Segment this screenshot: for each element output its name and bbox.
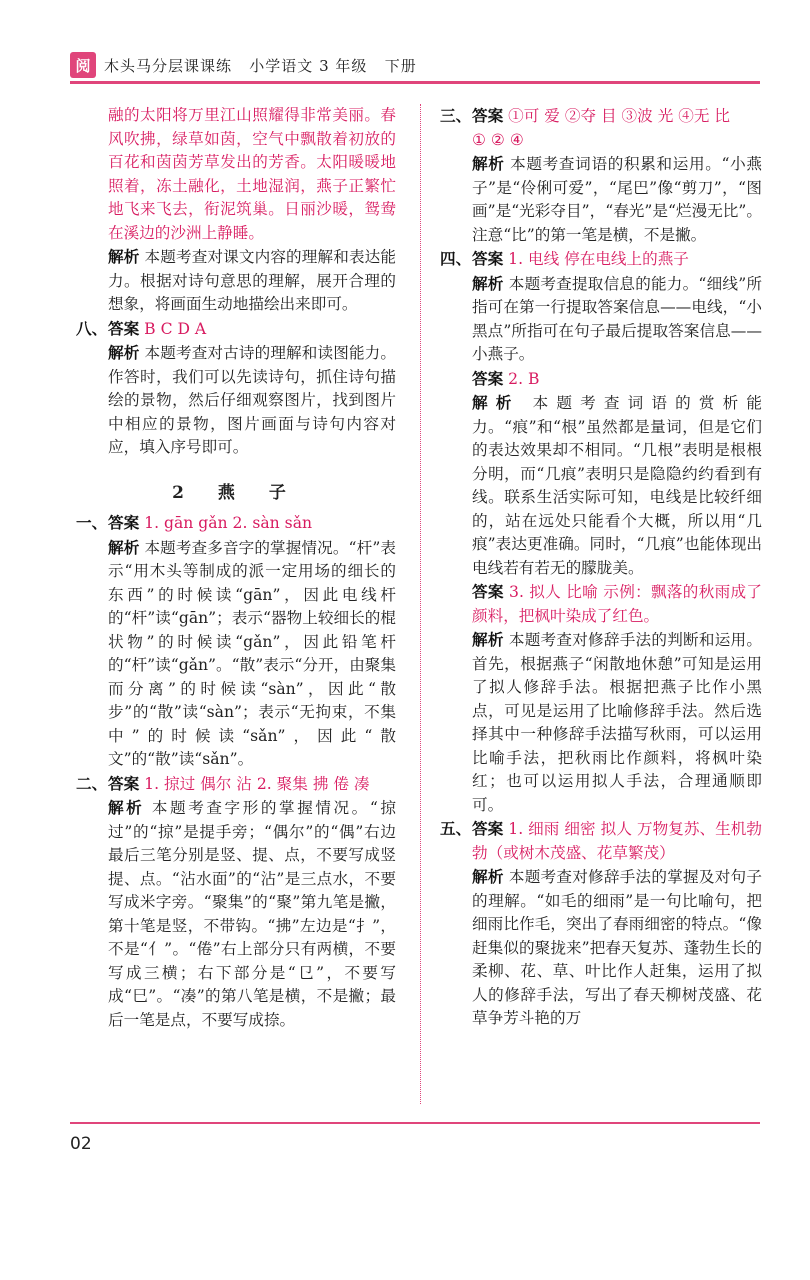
analysis-label: 解析 <box>108 537 140 557</box>
question-1 <box>76 511 396 772</box>
analysis-body: 本题考查多音字的掌握情况。“杆”表示“用木头等制成的派一定用场的细长的东西”的时候读“gān”，因此电线杆的“杆”读“gān”；表示“器物上较细长的棍状物”的时候读“gǎn”，因此铅笔杆的“杆”读“gǎn”。“散”表示“分开，由聚集而分离”的时候读“sàn”，因此“散步”的“散”读“sàn”；表示“无拘束，不集中”的时候读“sǎn”，因此“散文”的“散”读“sǎn”。 <box>108 538 396 768</box>
answer-text: B C D A <box>139 319 207 338</box>
answer-text: 1. 细雨 细密 拟人 万物复苏、生机勃勃（或树木茂盛、花草繁茂） <box>472 820 762 862</box>
analysis-text <box>76 245 396 317</box>
answer-label: 答案 <box>472 106 504 125</box>
analysis-body: 本题考查词语的积累和运用。“小燕子”是“伶俐可爱”，“尾巴”像“剪刀”，“图画”是“光彩夺目”，“春光”是“烂漫无比”。注意“比”的第一笔是横，不是撇。 <box>472 155 762 244</box>
question-2 <box>76 772 396 1033</box>
section-title: 2 燕 子 <box>172 482 300 503</box>
question-number: 三、 <box>440 106 472 125</box>
analysis-body: 本题考查提取信息的能力。“细线”所指可在第一行提取答案信息——电线，“小黑点”所指可在句子最后提取答案信息——小燕子。 <box>472 274 762 363</box>
answer-text: 2. B <box>503 369 540 388</box>
answer-text: 1. gān gǎn 2. sàn sǎn <box>139 514 313 532</box>
analysis-label: 解析 <box>472 273 504 293</box>
page-number: 02 <box>70 1134 92 1154</box>
analysis-body: 本题考查词语的赏析能力。“痕”和“根”虽然都是量词，但是它们的表达效果却不相同。“几根”表明是根根分明，而“几痕”表明只是隐隐约约看到有线。联系生活实际可知，电线是比较纤细的，站在远处只能看个大概，所以用“几痕”表达更准确。同时，“几痕”也能体现出电线若有若无的朦胧美。 <box>472 394 762 577</box>
answer-text: 3. 拟人 比喻 示例：飘落的秋雨成了颜料，把枫叶染成了红色。 <box>472 583 762 625</box>
footer-rule <box>70 1122 760 1124</box>
answer-label: 答案 <box>472 249 504 268</box>
answer-label: 答案 <box>472 819 504 838</box>
analysis-body: 本题考查对修辞手法的掌握及对句子的理解。“如毛的细雨”是一句比喻句，把细雨比作毛，突出了春雨细密的特点。“像赶集似的聚拢来”把春天复苏、蓬勃生长的柔柳、花、草、叶比作人赶集，运用了拟人的修辞手法，写出了春天柳树茂盛、花草争芳斗艳的万 <box>472 868 762 1027</box>
analysis-label: 解析 <box>472 867 504 886</box>
analysis-label: 解析 <box>472 393 520 412</box>
answer-label: 答案 <box>108 318 140 338</box>
right-column <box>440 104 762 1031</box>
question-number: 二、 <box>76 773 108 793</box>
answer-text: 融的太阳将万里江山照耀得非常美丽。春风吹拂，绿草如茵，空气中飘散着初放的百花和茵茵芳草发出的芳香。太阳暖暖地照着，冻土融化，土地湿润，燕子正繁忙地飞来飞去，衔泥筑巢。日丽沙暖，鸳鸯在溪边的沙洲上静睡。 <box>108 106 396 242</box>
column-divider <box>420 104 421 1104</box>
analysis-body: 本题考查对修辞手法的判断和运用。首先，根据燕子“闲散地休憩”可知是运用了拟人修辞手法。根据把燕子比作小黑点，可见是运用了比喻修辞手法。然后选择其中一种修辞手法描写秋雨，可以运用比喻手法，把秋雨比作颜料，将枫叶染红；也可以运用拟人手法，合理通顺即可。 <box>472 631 762 814</box>
question-number: 八、 <box>76 318 108 338</box>
analysis-label: 解析 <box>472 630 504 649</box>
question-4 <box>440 247 762 817</box>
answer-text: 1. 电线 停在电线上的燕子 <box>503 250 689 268</box>
page-header <box>70 52 760 78</box>
analysis-label: 解析 <box>108 247 140 266</box>
answer-label: 答案 <box>472 368 504 388</box>
answer-text: ①可 爱 ②夺 目 ③波 光 ④无 比 <box>503 107 730 125</box>
left-column <box>76 104 396 1032</box>
analysis-body: 本题考查字形的掌握情况。“掠过”的“掠”是提手旁；“偶尔”的“偶”右边最后三笔分别是竖、提、点，不要写成竖提、点。“沾水面”的“沾”是三点水，不要写成米字旁。“聚集”的“聚”第九笔是撇，第十笔是竖，不带钩。“拂”左边是“扌”，不是“亻”。“倦”右上部分只有两横，不要写成三横；右下部分是“㔾”，不要写成“巳”。“凑”的第八笔是横，不是撇；最后一笔是点，不要写成捺。 <box>108 799 396 1029</box>
analysis-body: 本题考查对课文内容的理解和表达能力。根据对诗句意思的理解，展开合理的想象，将画面生动地描绘出来即可。 <box>108 248 396 313</box>
question-number: 四、 <box>440 249 472 268</box>
analysis-label: 解析 <box>108 798 145 817</box>
analysis-label: 解析 <box>108 343 140 362</box>
answer-text-2: ① ② ④ <box>472 130 524 149</box>
answer-text: 1. 掠过 偶尔 沾 2. 聚集 拂 倦 凑 <box>139 774 370 793</box>
analysis-label: 解析 <box>472 154 505 173</box>
analysis-body: 本题考查对古诗的理解和读图能力。作答时，我们可以先读诗句，抓住诗句描绘的景物，然后仔细观察图片，找到图片中相应的景物，图片画面与诗句内容对应，填入序号即可。 <box>108 344 396 456</box>
answer-label: 答案 <box>472 582 504 601</box>
question-number: 五、 <box>440 819 472 838</box>
question-5 <box>440 817 762 1031</box>
question-3 <box>440 104 762 247</box>
question-8 <box>76 317 396 460</box>
answer-label: 答案 <box>108 513 140 532</box>
question-number: 一、 <box>76 513 108 532</box>
header-title: 木头马分层课课练 小学语文 3 年级 下册 <box>104 56 417 75</box>
header-rule <box>70 81 760 84</box>
answer-label: 答案 <box>108 773 140 793</box>
book-logo-icon: 阅 <box>70 52 96 78</box>
